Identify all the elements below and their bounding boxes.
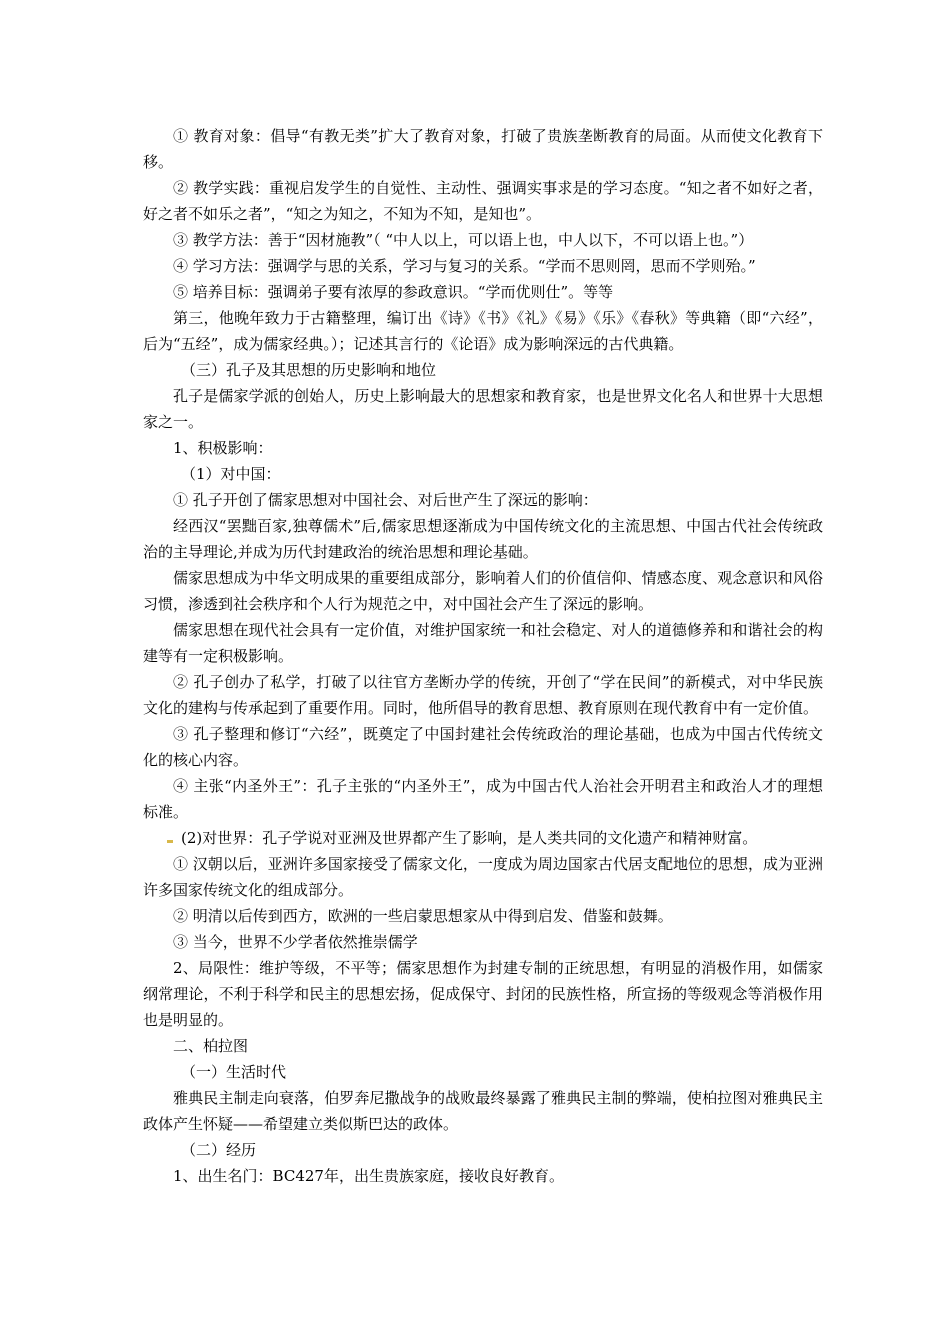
paragraph-with-marker: [143, 825, 823, 851]
paragraph: ① 汉朝以后，亚洲许多国家接受了儒家文化，一度成为周边国家古代居支配地位的思想，成为亚洲许多国家传统文化的组成部分。: [143, 855, 823, 899]
paragraph: 2、局限性：维护等级，不平等；儒家思想作为封建专制的正统思想，有明显的消极作用，如儒家纲常理论，不利于科学和民主的思想宏扬，促成保守、封闭的民族性格，所宣扬的等级观念等消极作用也是明显的。: [143, 959, 823, 1029]
subheading: （二）经历: [181, 1141, 257, 1159]
paragraph: ③ 教学方法：善于“因材施教”（ “中人以上，可以语上也，中人以下，不可以语上也。”）: [173, 231, 754, 249]
paragraph: 孔子是儒家学派的创始人，历史上影响最大的思想家和教育家，也是世界文化名人和世界十大思想家之一。: [143, 387, 823, 431]
subheading: （1）对中国：: [181, 465, 281, 483]
paragraph: 1、出生名门：BC427年，出生贵族家庭，接收良好教育。: [173, 1167, 564, 1185]
paragraph: 雅典民主制走向衰落，伯罗奔尼撒战争的战败最终暴露了雅典民主制的弊端，使柏拉图对雅典民主政体产生怀疑——希望建立类似斯巴达的政体。: [143, 1089, 823, 1133]
paragraph: ① 孔子开创了儒家思想对中国社会、对后世产生了深远的影响：: [173, 491, 598, 509]
paragraph: 第三，他晚年致力于古籍整理，编订出《诗》《书》《礼》《易》《乐》《春秋》等典籍（即“六经”，后为“五经”，成为儒家经典。）；记述其言行的《论语》成为影响深远的古代典籍。: [143, 309, 823, 353]
subheading: （一）生活时代: [181, 1063, 287, 1081]
section-heading: 二、柏拉图: [173, 1037, 249, 1055]
paragraph: ③ 当今，世界不少学者依然推崇儒学: [173, 933, 418, 951]
paragraph: 儒家思想成为中华文明成果的重要组成部分，影响着人们的价值信仰、情感态度、观念意识和风俗习惯，渗透到社会秩序和个人行为规范之中，对中国社会产生了深远的影响。: [143, 569, 823, 613]
paragraph: ① 教育对象：倡导“有教无类”扩大了教育对象，打破了贵族垄断教育的局面。从而使文化教育下移。: [143, 127, 823, 171]
paragraph: ⑤ 培养目标：强调弟子要有浓厚的参政意识。“学而优则仕”。等等: [173, 283, 614, 301]
subheading: 1、积极影响：: [173, 439, 273, 457]
document-body: [143, 123, 823, 1189]
paragraph: 经西汉“罢黜百家,独尊儒术”后,儒家思想逐渐成为中国传统文化的主流思想、中国古代社会传统政治的主导理论,并成为历代封建政治的统治思想和理论基础。: [143, 517, 823, 561]
section-heading: （三）孔子及其思想的历史影响和地位: [181, 361, 437, 379]
paragraph: ② 明清以后传到西方，欧洲的一些启蒙思想家从中得到启发、借鉴和鼓舞。: [173, 907, 673, 925]
paragraph: ③ 孔子整理和修订“六经”，既奠定了中国封建社会传统政治的理论基础，也成为中国古代传统文化的核心内容。: [143, 725, 823, 769]
paragraph: ② 教学实践：重视启发学生的自觉性、主动性、强调实事求是的学习态度。“知之者不如好之者，好之者不如乐之者”，“知之为知之，不知为不知，是知也”。: [143, 179, 823, 223]
paragraph: ④ 学习方法：强调学与思的关系，学习与复习的关系。“学而不思则罔，思而不学则殆。”: [173, 257, 756, 275]
paragraph: ④ 主张“内圣外王”：孔子主张的“内圣外王”，成为中国古代人治社会开明君主和政治人才的理想标准。: [143, 777, 823, 821]
paragraph: 儒家思想在现代社会具有一定价值，对维护国家统一和社会稳定、对人的道德修养和和谐社会的构建等有一定积极影响。: [143, 621, 823, 665]
edit-marker: [167, 840, 173, 843]
paragraph-text: (2)对世界：孔子学说对亚洲及世界都产生了影响，是人类共同的文化遗产和精神财富。: [181, 829, 758, 847]
paragraph: ② 孔子创办了私学，打破了以往官方垄断办学的传统，开创了“学在民间”的新模式，对中华民族文化的建构与传承起到了重要作用。同时，他所倡导的教育思想、教育原则在现代教育中有一定价值。: [143, 673, 823, 717]
